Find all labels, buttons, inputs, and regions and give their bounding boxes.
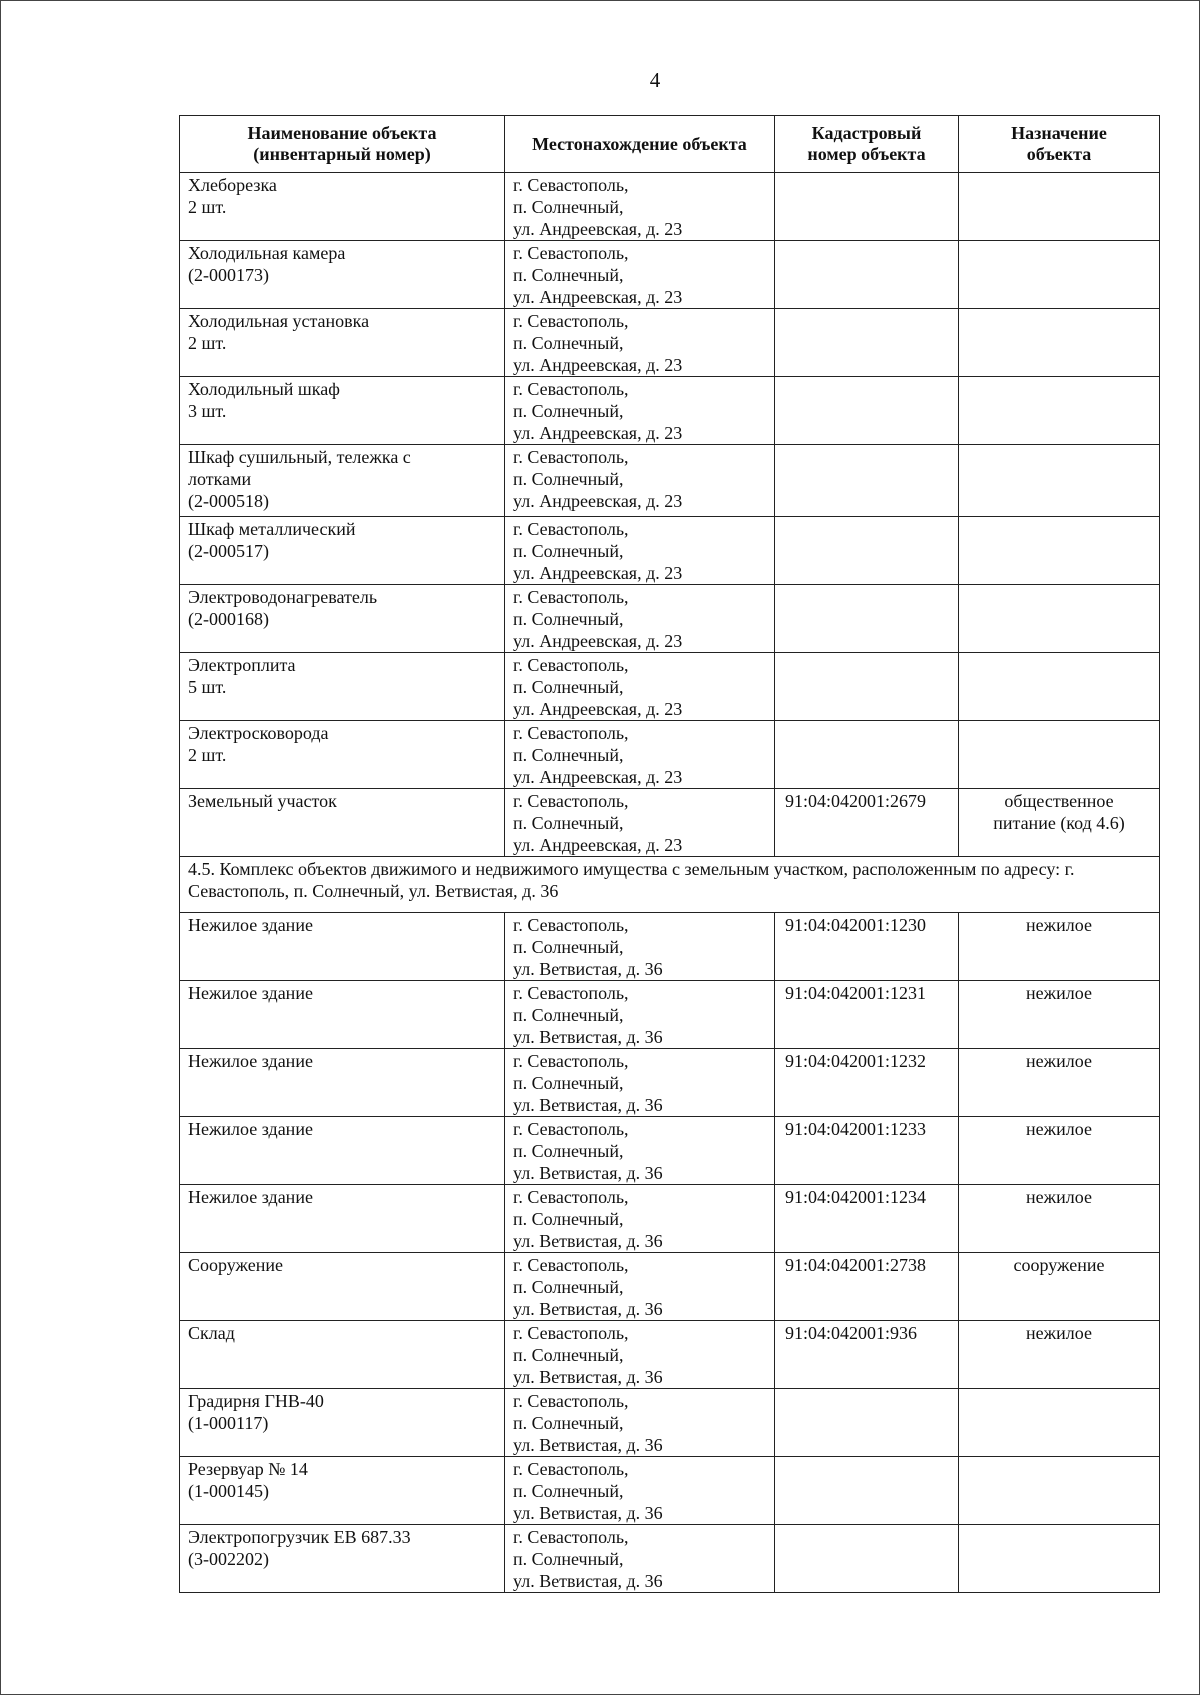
cell-location: г. Севастополь, п. Солнечный, ул. Ветвистая, д. 36 [505, 1389, 775, 1457]
cell-object-name: Градирня ГНВ-40 (1-000117) [180, 1389, 505, 1457]
cell-location: г. Севастополь, п. Солнечный, ул. Ветвистая, д. 36 [505, 1049, 775, 1117]
cell-cadastral-number [775, 309, 959, 377]
cell-purpose [959, 1457, 1160, 1525]
table-row [180, 517, 1160, 585]
cell-location: г. Севастополь, п. Солнечный, ул. Ветвистая, д. 36 [505, 1457, 775, 1525]
cell-location: г. Севастополь, п. Солнечный, ул. Ветвистая, д. 36 [505, 1525, 775, 1593]
cell-location: г. Севастополь, п. Солнечный, ул. Андреевская, д. 23 [505, 241, 775, 309]
cell-object-name: Нежилое здание [180, 981, 505, 1049]
table-row [180, 653, 1160, 721]
cell-cadastral-number [775, 1525, 959, 1593]
cell-object-name: Сооружение [180, 1253, 505, 1321]
cell-object-name: Нежилое здание [180, 1049, 505, 1117]
cell-cadastral-number [775, 517, 959, 585]
table-row [180, 1049, 1160, 1117]
cell-purpose: нежилое [959, 1049, 1160, 1117]
cell-cadastral-number: 91:04:042001:2679 [775, 789, 959, 857]
cell-purpose [959, 377, 1160, 445]
cell-purpose: нежилое [959, 1185, 1160, 1253]
cell-object-name: Холодильный шкаф 3 шт. [180, 377, 505, 445]
cell-cadastral-number: 91:04:042001:1230 [775, 913, 959, 981]
cell-cadastral-number [775, 173, 959, 241]
cell-object-name: Электросковорода 2 шт. [180, 721, 505, 789]
table-row [180, 981, 1160, 1049]
cell-location: г. Севастополь, п. Солнечный, ул. Ветвистая, д. 36 [505, 913, 775, 981]
cell-purpose [959, 241, 1160, 309]
table-row [180, 913, 1160, 981]
section-heading: 4.5. Комплекс объектов движимого и недвижимого имущества с земельным участком, расположенным по адресу: г. Севастополь, п. Солнечный, ул. Ветвистая, д. 36 [180, 857, 1160, 913]
header-purpose: Назначение объекта [959, 116, 1160, 173]
table-row [180, 721, 1160, 789]
table-row [180, 1525, 1160, 1593]
cell-object-name: Холодильная камера (2-000173) [180, 241, 505, 309]
cell-object-name: Земельный участок [180, 789, 505, 857]
table-row [180, 1117, 1160, 1185]
cell-object-name: Хлеборезка 2 шт. [180, 173, 505, 241]
cell-purpose: нежилое [959, 1321, 1160, 1389]
cell-object-name: Электроплита 5 шт. [180, 653, 505, 721]
table-row [180, 1321, 1160, 1389]
cell-location: г. Севастополь, п. Солнечный, ул. Андреевская, д. 23 [505, 585, 775, 653]
table-row [180, 377, 1160, 445]
table-row [180, 585, 1160, 653]
cell-location: г. Севастополь, п. Солнечный, ул. Ветвистая, д. 36 [505, 1321, 775, 1389]
cell-purpose: сооружение [959, 1253, 1160, 1321]
cell-purpose: общественное питание (код 4.6) [959, 789, 1160, 857]
cell-object-name: Шкаф сушильный, тележка с лотками (2-000518) [180, 445, 505, 517]
cell-location: г. Севастополь, п. Солнечный, ул. Андреевская, д. 23 [505, 517, 775, 585]
cell-purpose [959, 309, 1160, 377]
cell-cadastral-number: 91:04:042001:1233 [775, 1117, 959, 1185]
table-row [180, 1457, 1160, 1525]
cell-purpose: нежилое [959, 981, 1160, 1049]
table-row [180, 789, 1160, 857]
table-header-row [180, 116, 1160, 173]
cell-location: г. Севастополь, п. Солнечный, ул. Ветвистая, д. 36 [505, 981, 775, 1049]
table-row [180, 241, 1160, 309]
cell-object-name: Шкаф металлический (2-000517) [180, 517, 505, 585]
cell-location: г. Севастополь, п. Солнечный, ул. Андреевская, д. 23 [505, 445, 775, 517]
cell-cadastral-number [775, 241, 959, 309]
table-row [180, 173, 1160, 241]
cell-object-name: Склад [180, 1321, 505, 1389]
cell-object-name: Нежилое здание [180, 1185, 505, 1253]
cell-location: г. Севастополь, п. Солнечный, ул. Андреевская, д. 23 [505, 173, 775, 241]
cell-cadastral-number [775, 653, 959, 721]
cell-purpose [959, 585, 1160, 653]
cell-object-name: Холодильная установка 2 шт. [180, 309, 505, 377]
cell-purpose: нежилое [959, 913, 1160, 981]
cell-cadastral-number: 91:04:042001:1232 [775, 1049, 959, 1117]
cell-object-name: Электропогрузчик ЕВ 687.33 (3-002202) [180, 1525, 505, 1593]
cell-object-name: Нежилое здание [180, 1117, 505, 1185]
table-row [180, 445, 1160, 517]
cell-cadastral-number: 91:04:042001:1231 [775, 981, 959, 1049]
cell-purpose [959, 1525, 1160, 1593]
cell-cadastral-number: 91:04:042001:1234 [775, 1185, 959, 1253]
cell-cadastral-number [775, 445, 959, 517]
cell-purpose [959, 173, 1160, 241]
property-table [179, 115, 1160, 1593]
header-object-name: Наименование объекта (инвентарный номер) [180, 116, 505, 173]
cell-purpose [959, 445, 1160, 517]
cell-location: г. Севастополь, п. Солнечный, ул. Ветвистая, д. 36 [505, 1117, 775, 1185]
cell-purpose [959, 653, 1160, 721]
cell-cadastral-number [775, 721, 959, 789]
cell-cadastral-number [775, 1389, 959, 1457]
cell-purpose [959, 517, 1160, 585]
cell-cadastral-number [775, 1457, 959, 1525]
cell-object-name: Резервуар № 14 (1-000145) [180, 1457, 505, 1525]
cell-cadastral-number: 91:04:042001:936 [775, 1321, 959, 1389]
cell-location: г. Севастополь, п. Солнечный, ул. Андреевская, д. 23 [505, 377, 775, 445]
cell-cadastral-number: 91:04:042001:2738 [775, 1253, 959, 1321]
page-number: 4 [649, 68, 661, 92]
cell-object-name: Нежилое здание [180, 913, 505, 981]
cell-location: г. Севастополь, п. Солнечный, ул. Андреевская, д. 23 [505, 309, 775, 377]
cell-purpose [959, 721, 1160, 789]
table-row [180, 309, 1160, 377]
header-location: Местонахождение объекта [505, 116, 775, 173]
table-row [180, 1185, 1160, 1253]
section-heading-row [180, 857, 1160, 913]
cell-cadastral-number [775, 377, 959, 445]
cell-object-name: Электроводонагреватель (2-000168) [180, 585, 505, 653]
cell-location: г. Севастополь, п. Солнечный, ул. Андреевская, д. 23 [505, 653, 775, 721]
cell-location: г. Севастополь, п. Солнечный, ул. Ветвистая, д. 36 [505, 1185, 775, 1253]
cell-purpose: нежилое [959, 1117, 1160, 1185]
cell-location: г. Севастополь, п. Солнечный, ул. Ветвистая, д. 36 [505, 1253, 775, 1321]
header-cadastral-number: Кадастровый номер объекта [775, 116, 959, 173]
cell-location: г. Севастополь, п. Солнечный, ул. Андреевская, д. 23 [505, 721, 775, 789]
cell-purpose [959, 1389, 1160, 1457]
table-row [180, 1253, 1160, 1321]
cell-location: г. Севастополь, п. Солнечный, ул. Андреевская, д. 23 [505, 789, 775, 857]
cell-cadastral-number [775, 585, 959, 653]
table-row [180, 1389, 1160, 1457]
